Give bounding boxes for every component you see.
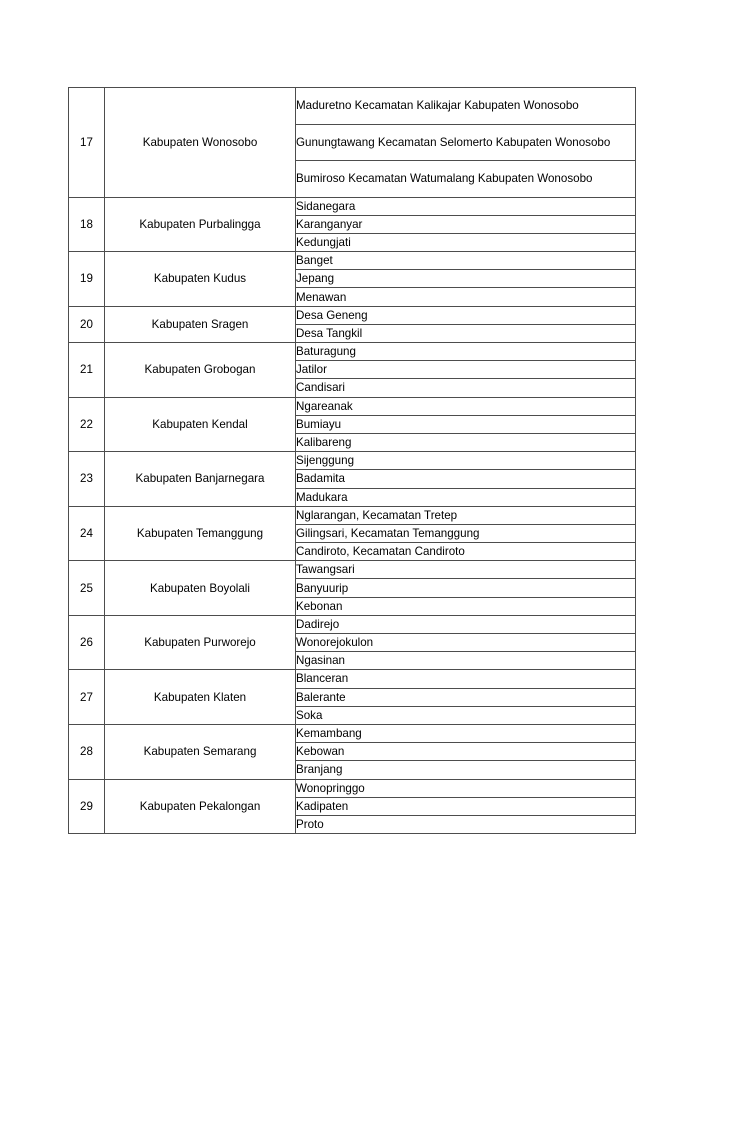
village-name-cell: Desa Tangkil — [296, 324, 636, 342]
village-name-cell: Madukara — [296, 488, 636, 506]
village-name-cell: Kalibareng — [296, 433, 636, 451]
village-name-cell: Menawan — [296, 288, 636, 306]
village-name-cell: Jatilor — [296, 361, 636, 379]
regency-name-cell: Kabupaten Temanggung — [105, 506, 296, 561]
row-number-cell: 21 — [69, 343, 105, 398]
table-row — [69, 306, 636, 324]
village-name-cell: Bumiayu — [296, 415, 636, 433]
table-row — [69, 779, 636, 797]
row-number-cell: 23 — [69, 452, 105, 507]
village-name-cell: Baturagung — [296, 343, 636, 361]
village-name-cell: Soka — [296, 706, 636, 724]
village-name-cell: Sijenggung — [296, 452, 636, 470]
village-name-cell: Branjang — [296, 761, 636, 779]
regency-name-cell: Kabupaten Purbalingga — [105, 197, 296, 252]
village-name-cell: Desa Geneng — [296, 306, 636, 324]
row-number-cell: 22 — [69, 397, 105, 452]
regency-name-cell: Kabupaten Semarang — [105, 724, 296, 779]
table-row — [69, 197, 636, 215]
regency-name-cell: Kabupaten Pekalongan — [105, 779, 296, 834]
village-name-cell: Banyuurip — [296, 579, 636, 597]
regency-name-cell: Kabupaten Purworejo — [105, 615, 296, 670]
row-number-cell: 19 — [69, 252, 105, 307]
table-row — [69, 397, 636, 415]
village-name-cell: Ngareanak — [296, 397, 636, 415]
regency-name-cell: Kabupaten Klaten — [105, 670, 296, 725]
table-row — [69, 724, 636, 742]
village-name-cell: Blanceran — [296, 670, 636, 688]
village-name-cell: Candiroto, Kecamatan Candiroto — [296, 543, 636, 561]
village-name-cell: Dadirejo — [296, 615, 636, 633]
village-name-cell: Sidanegara — [296, 197, 636, 215]
village-name-cell: Kemambang — [296, 724, 636, 742]
village-name-cell: Bumiroso Kecamatan Watumalang Kabupaten Wonosobo — [296, 161, 636, 198]
row-number-cell: 29 — [69, 779, 105, 834]
row-number-cell: 28 — [69, 724, 105, 779]
table-body — [69, 88, 636, 834]
village-name-cell: Tawangsari — [296, 561, 636, 579]
regency-name-cell: Kabupaten Wonosobo — [105, 88, 296, 198]
village-name-cell: Jepang — [296, 270, 636, 288]
village-name-cell: Kebonan — [296, 597, 636, 615]
village-name-cell: Kebowan — [296, 743, 636, 761]
village-name-cell: Wonopringgo — [296, 779, 636, 797]
village-name-cell: Karanganyar — [296, 215, 636, 233]
table-row — [69, 343, 636, 361]
region-village-table — [68, 87, 636, 834]
village-name-cell: Proto — [296, 815, 636, 833]
row-number-cell: 24 — [69, 506, 105, 561]
row-number-cell: 17 — [69, 88, 105, 198]
village-name-cell: Wonorejokulon — [296, 634, 636, 652]
village-name-cell: Balerante — [296, 688, 636, 706]
row-number-cell: 20 — [69, 306, 105, 342]
table-row — [69, 561, 636, 579]
table-row — [69, 452, 636, 470]
regency-name-cell: Kabupaten Grobogan — [105, 343, 296, 398]
village-name-cell: Nglarangan, Kecamatan Tretep — [296, 506, 636, 524]
table-row — [69, 615, 636, 633]
row-number-cell: 26 — [69, 615, 105, 670]
table-row — [69, 88, 636, 125]
regency-name-cell: Kabupaten Boyolali — [105, 561, 296, 616]
row-number-cell: 27 — [69, 670, 105, 725]
village-name-cell: Banget — [296, 252, 636, 270]
row-number-cell: 18 — [69, 197, 105, 252]
village-name-cell: Ngasinan — [296, 652, 636, 670]
village-name-cell: Kedungjati — [296, 233, 636, 251]
village-name-cell: Kadipaten — [296, 797, 636, 815]
village-name-cell: Maduretno Kecamatan Kalikajar Kabupaten Wonosobo — [296, 88, 636, 125]
table-row — [69, 670, 636, 688]
regency-name-cell: Kabupaten Kudus — [105, 252, 296, 307]
row-number-cell: 25 — [69, 561, 105, 616]
village-name-cell: Candisari — [296, 379, 636, 397]
table-row — [69, 252, 636, 270]
village-name-cell: Badamita — [296, 470, 636, 488]
region-village-table-container — [68, 87, 634, 834]
table-row — [69, 506, 636, 524]
regency-name-cell: Kabupaten Banjarnegara — [105, 452, 296, 507]
village-name-cell: Gunungtawang Kecamatan Selomerto Kabupaten Wonosobo — [296, 124, 636, 161]
village-name-cell: Gilingsari, Kecamatan Temanggung — [296, 524, 636, 542]
regency-name-cell: Kabupaten Sragen — [105, 306, 296, 342]
regency-name-cell: Kabupaten Kendal — [105, 397, 296, 452]
